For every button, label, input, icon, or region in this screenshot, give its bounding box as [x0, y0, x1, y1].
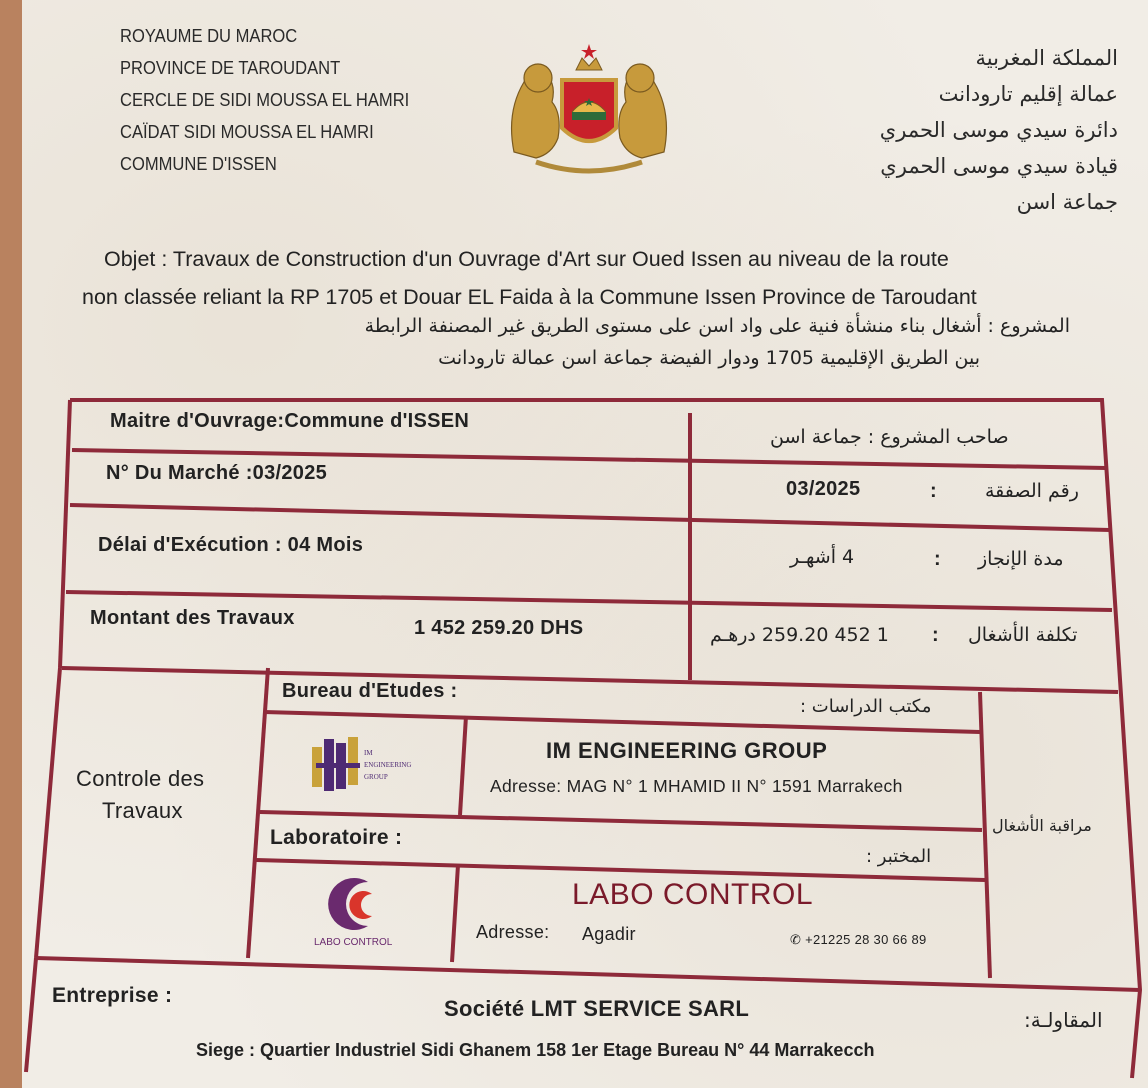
- header-line-province: PROVINCE DE TAROUDANT: [120, 58, 341, 78]
- marche-number-value: 03/2025: [786, 478, 861, 500]
- header-line-cercle: CERCLE DE SIDI MOUSSA EL HAMRI: [120, 90, 410, 110]
- entreprise-name: Société LMT SERVICE SARL: [444, 996, 750, 1021]
- project-object: [82, 240, 1092, 316]
- labo-address-value: Agadir: [582, 924, 636, 944]
- montant-ar: تكلفة الأشغال: [968, 624, 1078, 646]
- labo-control-logo: [310, 868, 406, 950]
- marche-number-fr: N° Du Marché :03/2025: [106, 462, 328, 484]
- montant-separator: :: [932, 624, 939, 646]
- objet-line-1: Objet : Travaux de Construction d'un Ouvrage d'Art sur Oued Issen au niveau de la route: [104, 247, 949, 271]
- header-line-commune: COMMUNE D'ISSEN: [120, 154, 277, 174]
- controle-label-line-2: Travaux: [102, 798, 183, 823]
- arabic-header-line: دائرة سيدي موسى الحمري: [879, 118, 1118, 142]
- entreprise-label: Entreprise :: [52, 984, 173, 1007]
- laboratoire-ar: المختبر :: [866, 846, 932, 867]
- entreprise-siege: Siege : Quartier Industriel Sidi Ghanem 158 1er Etage Bureau N° 44 Marrakecch: [196, 1040, 875, 1060]
- header-line-caidat: CAÏDAT SIDI MOUSSA EL HAMRI: [120, 122, 374, 142]
- im-logo-text-im: IM: [364, 749, 373, 757]
- delai-execution-fr: Délai d'Exécution : 04 Mois: [98, 534, 364, 556]
- labo-phone-number: +21225 28 30 66 89: [805, 932, 927, 947]
- arabic-header-line: عمالة إقليم تارودانت: [938, 82, 1118, 106]
- im-logo-text-engineering: ENGINEERING: [364, 761, 412, 769]
- labo-company-name: LABO CONTROL: [572, 878, 814, 911]
- im-company-name: IM ENGINEERING GROUP: [546, 738, 828, 763]
- maitre-ouvrage-fr: Maitre d'Ouvrage:Commune d'ISSEN: [110, 410, 470, 432]
- montant-label: Montant des Travaux: [90, 607, 295, 629]
- arabic-header-line: قيادة سيدي موسى الحمري: [880, 154, 1118, 178]
- montant-value-ar: 1 452 259.20 درهـم: [710, 624, 889, 646]
- phone-icon: ✆: [790, 932, 806, 947]
- laboratoire-label: Laboratoire :: [270, 826, 403, 849]
- header-line-royaume: ROYAUME DU MAROC: [120, 26, 298, 46]
- marche-separator: :: [930, 480, 937, 502]
- arabic-header-line: المملكة المغربية: [975, 46, 1118, 70]
- arabic-header-line: جماعة اسن: [1016, 190, 1118, 214]
- bureau-etudes-label: Bureau d'Etudes :: [282, 680, 458, 702]
- arabic-project-object: [110, 310, 1070, 374]
- im-company-address: Adresse: MAG N° 1 MHAMID II N° 1591 Marrakech: [490, 776, 903, 796]
- labo-phone: [790, 932, 927, 948]
- im-engineering-logo: [308, 735, 424, 795]
- marche-number-ar: رقم الصفقة: [985, 480, 1079, 502]
- montant-value: 1 452 259.20 DHS: [414, 617, 584, 639]
- labo-address-label: Adresse:: [476, 922, 550, 942]
- french-header: [120, 20, 409, 180]
- im-logo-text-group: GROUP: [364, 773, 388, 781]
- controle-label-line-1: Controle des: [76, 766, 205, 791]
- objet-line-2: non classée reliant la RP 1705 et Douar EL Faida à la Commune Issen Province de Taroudant: [82, 285, 977, 309]
- moroccan-coat-of-arms-emblem: [496, 42, 682, 174]
- delai-ar: مدة الإنجاز: [978, 548, 1064, 570]
- maitre-ouvrage-ar: صاحب المشروع : جماعة اسن: [770, 426, 1009, 448]
- entreprise-ar: المقاولـة:: [1024, 1008, 1103, 1032]
- delai-value-ar: 4 أشهـر: [790, 546, 855, 568]
- arabic-header: [880, 40, 1118, 220]
- delai-separator: :: [934, 548, 941, 570]
- arabic-objet-line-2: بين الطريق الإقليمية 1705 ودوار الفيضة جماعة اسن عمالة تارودانت: [438, 347, 980, 369]
- arabic-objet-line-1: المشروع : أشغال بناء منشأة فنية على واد اسن على مستوى الطريق غير المصنفة الرابطة: [364, 315, 1070, 337]
- controle-ar: مراقبة الأشغال: [992, 816, 1092, 835]
- bureau-etudes-ar: مكتب الدراسات :: [800, 696, 932, 717]
- labo-logo-text: LABO CONTROL: [314, 937, 393, 948]
